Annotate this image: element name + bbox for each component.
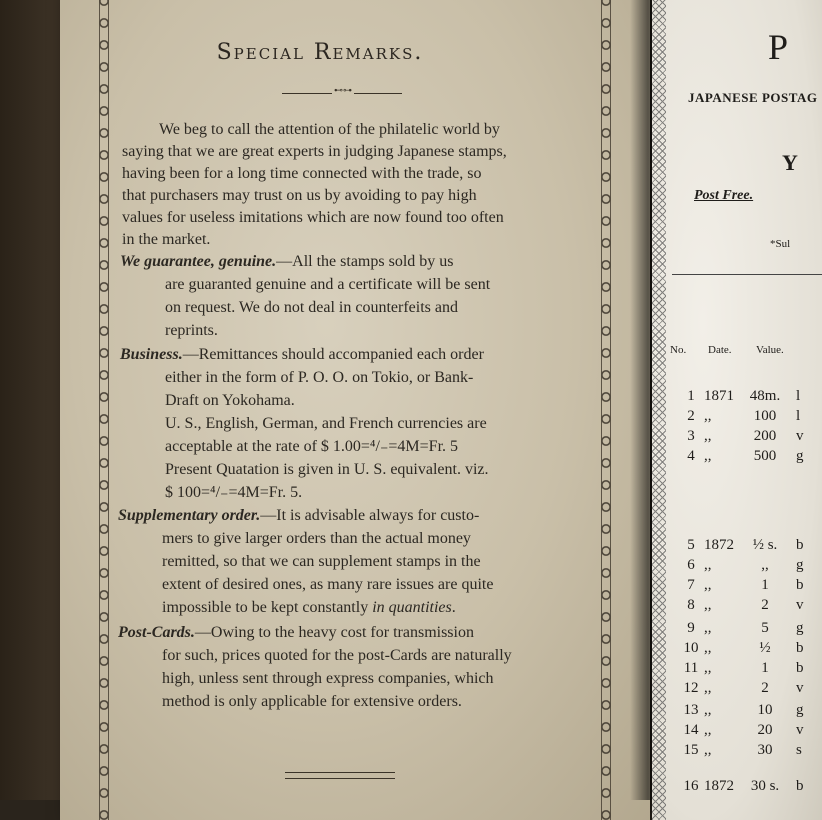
stamp-date: ,, — [704, 660, 712, 676]
header-rule — [672, 274, 822, 275]
ornamental-border-left — [96, 0, 112, 820]
stamp-value: 5 — [761, 620, 769, 636]
text-line: are guaranted genuine and a certificate will be sent — [165, 276, 491, 293]
text-line: values for useless imitations which are now found too often — [122, 209, 504, 226]
section-heading-postcards: Post-Cards. — [118, 624, 195, 641]
stamp-value: ,, — [761, 557, 769, 573]
stamp-color: g — [796, 557, 804, 573]
stamp-date: 1871 — [704, 388, 734, 404]
stamp-date: ,, — [704, 722, 712, 738]
stamp-number: 8 — [687, 597, 695, 613]
section-heading-business: Business. — [120, 346, 183, 363]
text-line: either in the form of P. O. O. on Tokio, or Bank- — [165, 369, 474, 386]
stamp-number: 5 — [687, 537, 695, 553]
stamp-number: 2 — [687, 408, 695, 424]
stamp-value: 48m. — [749, 388, 781, 404]
stamp-value: 2 — [761, 597, 769, 613]
stamp-value: 1 — [761, 577, 769, 593]
stamp-date: ,, — [704, 448, 712, 464]
stamp-value: 30 — [757, 742, 773, 758]
stamp-value: 20 — [757, 722, 773, 738]
text-line: for such, prices quoted for the post-Cards are naturally — [162, 647, 512, 664]
text-line: on request. We do not deal in counterfeits and — [165, 299, 458, 316]
stamp-value: 100 — [753, 408, 777, 424]
stamp-color: g — [796, 702, 804, 718]
stamp-color: b — [796, 577, 804, 593]
stamp-number: 9 — [687, 620, 695, 636]
stamp-date: ,, — [704, 620, 712, 636]
bottom-double-rule — [285, 772, 395, 784]
stamp-value: 30 s. — [750, 778, 780, 794]
text-line: U. S., English, German, and French currencies are — [165, 415, 487, 432]
stamp-value: ½ s. — [752, 537, 778, 553]
stamp-color: v — [796, 680, 804, 696]
stamp-value: 2 — [761, 680, 769, 696]
stamp-number: 1 — [687, 388, 695, 404]
stamp-color: l — [796, 388, 801, 404]
section-heading-supplementary: Supplementary order. — [118, 507, 261, 524]
stamp-number: 16 — [683, 778, 699, 794]
stamp-color: v — [796, 597, 804, 613]
section-heading-guarantee: We guarantee, genuine. — [120, 253, 277, 270]
text-line: —Remittances should accompanied each order — [182, 346, 484, 363]
crosshatch-border — [652, 0, 666, 820]
stamp-number: 3 — [687, 428, 695, 444]
stamp-number: 7 — [687, 577, 695, 593]
stamp-date: 1872 — [704, 778, 734, 794]
book-photo: Special Remarks. ⊷⊶ We beg to call the attention of the philatelic world by saying that we are great experts in judging Japanese stamps, having been for a long time connected with the trade, so that purchasers may trust on us by avoiding to pay high values for useless imitations which are now found too often in the market. We guarantee, genuine.—All the stamps sold by us are guaranted genuine and a certificate will be sent on request. We do not deal in counterfeits and reprints. Business.—Remittances should accompanied each order either in the form of P. O. O. on Tokio, or Bank- Draft on Yokohama. U. S., English, German, and French currencies are acceptable at the rate of $ 1.00=⁴/₋=4M=Fr. 5 Present Quatation is given in U. S. equivalent. viz. $ 100=⁴/₋=4M=Fr. 5. Supplementary order.—It is advisable always for custo- mers to give larger orders than the actual money remitted, so that we can supplement stamps in the extent of desired ones, as many rare issues are quite impossible to be kept constantly in quantities. Post-Cards.—Owing to the heavy cost for transmission for such, prices quoted for the post-Cards are naturally high, unless sent through express companies, which method is only applicable for extensive orders. P JAPANESE POSTAG Y Post Free. *Sul No. Date. Value. 1 1871 48m. l 2 ,, 100 l 3 ,, 200 v 4 ,, 500 g 5 1872 ½ s. b 6 ,, ,, g 7 ,, 1 b 8 ,, 2 v 9 ,, 5 g 10 ,, ½ b 11 ,, 1 b 12 ,, 2 v 13 ,, 10 g 14 ,, 20 v 15 ,, 30 s 16 1872 30 s. b — [0, 0, 800, 800]
text-line: remitted, so that we can supplement stamps in the — [162, 553, 481, 570]
footnote-label: *Sul — [770, 238, 791, 250]
page-title: Special Remarks. — [216, 40, 424, 65]
text-line: impossible to be kept constantly — [162, 599, 373, 616]
stamp-color: b — [796, 778, 804, 794]
text-line: mers to give larger orders than the actual money — [162, 530, 471, 547]
ornamental-border-right — [598, 0, 614, 820]
stamp-date: ,, — [704, 408, 712, 424]
col-header-date: Date. — [708, 344, 732, 356]
text-line: acceptable at the rate of $ 1.00=⁴/₋=4M=Fr. 5 — [165, 438, 459, 455]
stamp-color: g — [796, 448, 804, 464]
stamp-color: v — [796, 428, 804, 444]
text-line: extent of desired ones, as many rare issues are quite — [162, 576, 494, 593]
text-line: —Owing to the heavy cost for transmission — [194, 624, 474, 641]
text-line: method is only applicable for extensive orders. — [162, 693, 462, 710]
stamp-date: 1872 — [704, 537, 734, 553]
emphasis-text: in quantities — [372, 599, 452, 616]
stamp-color: b — [796, 537, 804, 553]
stamp-date: ,, — [704, 557, 712, 573]
stamp-value: ½ — [759, 640, 771, 656]
text-line: having been for a long time connected with the trade, so — [122, 165, 482, 182]
text-line: high, unless sent through express companies, which — [162, 670, 494, 687]
stamp-value: 500 — [753, 448, 777, 464]
text-line: —All the stamps sold by us — [276, 253, 454, 270]
stamp-number: 6 — [687, 557, 695, 573]
text-line: reprints. — [165, 322, 218, 339]
stamp-date: ,, — [704, 680, 712, 696]
stamp-number: 15 — [683, 742, 699, 758]
stamp-color: g — [796, 620, 804, 636]
title-ornament — [282, 86, 402, 96]
post-free-label: Post Free. — [694, 188, 754, 203]
right-page-heading: P — [768, 27, 789, 67]
stamp-color: b — [796, 640, 804, 656]
stamp-number: 4 — [687, 448, 695, 464]
right-page-letter: Y — [782, 150, 798, 175]
text-line: $ 100=⁴/₋=4M=Fr. 5. — [165, 484, 303, 501]
col-header-no: No. — [670, 344, 687, 356]
stamp-color: v — [796, 722, 804, 738]
col-header-value: Value. — [756, 344, 784, 356]
stamp-value: 200 — [753, 428, 777, 444]
text-line: saying that we are great experts in judging Japanese stamps, — [122, 143, 507, 160]
text-line: We beg to call the attention of the philatelic world by — [159, 121, 500, 138]
stamp-date: ,, — [704, 577, 712, 593]
text-line: in the market. — [122, 231, 211, 248]
stamp-date: ,, — [704, 640, 712, 656]
ornament-glyph: ⊷⊶ — [334, 86, 352, 96]
stamp-color: b — [796, 660, 804, 676]
stamp-value: 1 — [761, 660, 769, 676]
text-line: Draft on Yokohama. — [165, 392, 295, 409]
stamp-number: 14 — [683, 722, 699, 738]
stamp-date: ,, — [704, 702, 712, 718]
stamp-value: 10 — [757, 702, 773, 718]
stamp-date: ,, — [704, 742, 712, 758]
text-line: —It is advisable always for custo- — [260, 507, 480, 524]
right-page — [652, 0, 822, 820]
right-page-subtitle: JAPANESE POSTAG — [688, 90, 818, 105]
stamp-color: s — [796, 742, 802, 758]
stamp-number: 10 — [683, 640, 699, 656]
stamp-date: ,, — [704, 597, 712, 613]
stamp-number: 13 — [683, 702, 699, 718]
stamp-number: 12 — [683, 680, 699, 696]
stamp-date: ,, — [704, 428, 712, 444]
text-line: that purchasers may trust on us by avoiding to pay high — [122, 187, 477, 204]
stamp-color: l — [796, 408, 801, 424]
stamp-number: 11 — [683, 660, 699, 676]
text-line: Present Quatation is given in U. S. equivalent. viz. — [165, 461, 489, 478]
